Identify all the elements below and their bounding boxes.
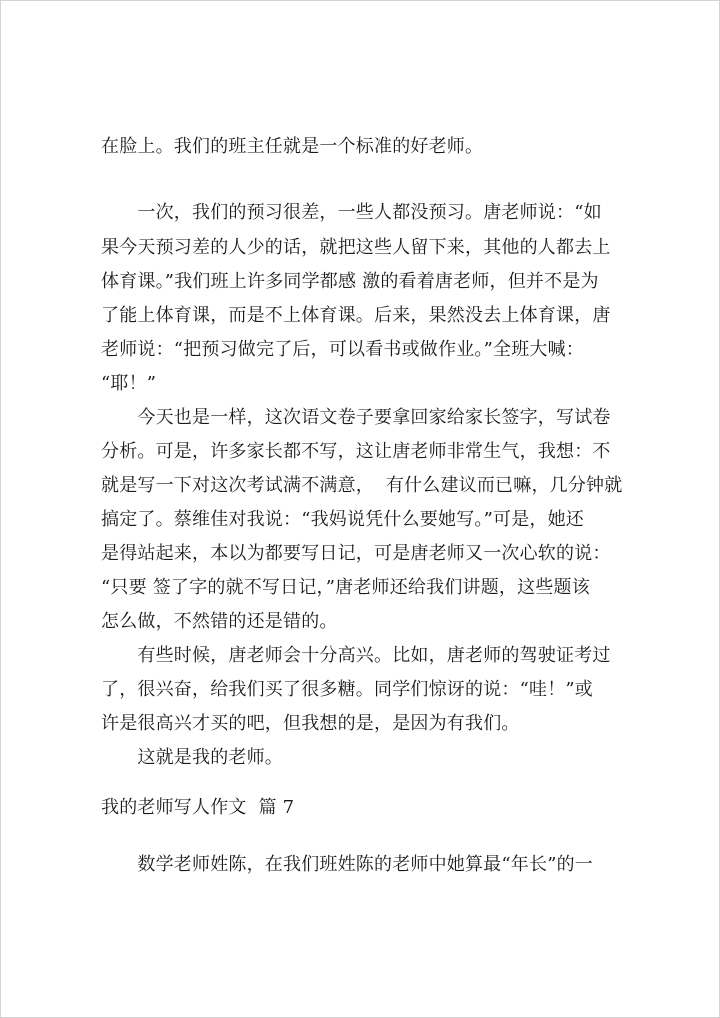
text-line: 怎么做，不然错的还是错的。 [101, 611, 338, 632]
text-line: 搞定了。蔡维佳对我说：“我妈说凭什么要她写。”可是，她还 [101, 509, 585, 530]
text-line: “只要 签了字的就不写日记，”唐老师还给我们讲题，这些题该 [101, 577, 590, 598]
text-line: 了能上体育课，而是不上体育课。后来，果然没去上体育课，唐 [101, 305, 611, 326]
text-line: 有些时候，唐老师会十分高兴。比如，唐老师的驾驶证考过 [101, 645, 611, 666]
text-line: 体育课。”我们班上许多同学都感 激的看着唐老师，但并不是为 [101, 271, 599, 292]
text-line: 分析。可是，许多家长都不写，这让唐老师非常生气，我想：不 [101, 441, 611, 462]
text-line: 许是很高兴才买的吧，但我想的是，是因为有我们。 [101, 713, 520, 734]
text-line: 老师说：“把预习做完了后，可以看书或做作业。”全班大喊： [101, 339, 585, 360]
text-line: 是得站起来，本以为都要写日记，可是唐老师又一次心软的说： [101, 543, 611, 564]
text-line: 今天也是一样，这次语文卷子要拿回家给家长签字，写试卷 [101, 407, 611, 428]
text-line: 了，很兴奋，给我们买了很多糖。同学们惊讶的说：“哇！”或 [101, 679, 594, 700]
text-line: “耶！” [101, 373, 157, 394]
section-heading: 我的老师写人作文 篇 7 [101, 797, 295, 818]
text-line: 数学老师姓陈，在我们班姓陈的老师中她算最“年长”的一 [101, 854, 594, 875]
text-line: 就是写一下对这次考试满不满意， 有什么建议而已嘛，几分钟就 [101, 475, 623, 496]
text-line: 这就是我的老师。 [101, 747, 283, 768]
text-line: 在脸上。我们的班主任就是一个标准的好老师。 [101, 136, 484, 157]
text-line: 果今天预习差的人少的话，就把这些人留下来，其他的人都去上 [101, 237, 611, 258]
text-line: 一次，我们的预习很差，一些人都没预习。唐老师说：“如 [101, 202, 602, 223]
